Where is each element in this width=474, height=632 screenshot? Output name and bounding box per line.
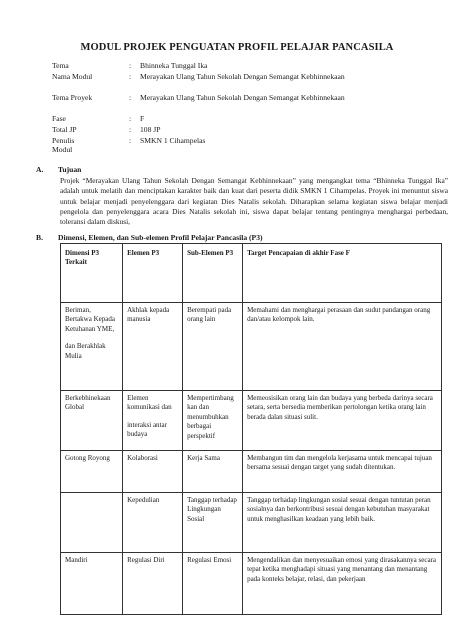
section-title: Tujuan bbox=[58, 165, 82, 174]
meta-label: Fase bbox=[52, 114, 66, 123]
cell-dimensi: Gotong Royong bbox=[61, 451, 123, 493]
meta-label: Penulis Modul bbox=[52, 136, 75, 154]
meta-value: Bhinneka Tunggal Ika bbox=[140, 61, 208, 70]
table-row bbox=[61, 451, 442, 493]
cell-text: dan Berakhlak Mulia bbox=[65, 342, 106, 360]
cell-text: Elemen komunikasi dan bbox=[127, 394, 172, 412]
module-info bbox=[52, 62, 432, 158]
cell-elemen: Regulasi Diri bbox=[123, 553, 183, 615]
meta-value: SMKN 1 Cihampelas bbox=[140, 136, 206, 145]
meta-value: Merayakan Ulang Tahun Sekolah Dengan Semangat Kebhinnekaan bbox=[140, 93, 345, 102]
cell-text: interaksi antar budaya bbox=[127, 420, 167, 439]
header-dimensi: Dimensi P3 Terkait bbox=[61, 244, 123, 303]
cell-dimensi: Berkebhinekaan Global bbox=[61, 391, 123, 451]
cell-dimensi bbox=[61, 493, 123, 553]
cell-target: Mengendalikan dan menyesuaikan emosi yang dirasakannya secara tepat ketika menghadapi situasi yang menantang dan menantang pada konteks belajar, relasi, dan pekerjaan bbox=[243, 553, 442, 615]
table-row bbox=[61, 553, 442, 615]
meta-colon: : bbox=[129, 114, 132, 123]
cell-sub-elemen: Regulasi Emosi bbox=[183, 553, 243, 615]
cell-dimensi: Mandiri bbox=[61, 553, 123, 615]
meta-value: F bbox=[140, 114, 145, 123]
cell-elemen bbox=[123, 391, 183, 451]
cell-target: Membangun tim dan mengelola kerjasama untuk mencapai tujuan bersama sesuai dengan target yang sudah ditentukan. bbox=[243, 451, 442, 493]
cell-elemen: Kepedulian bbox=[123, 493, 183, 553]
meta-row-total-jp bbox=[52, 126, 432, 137]
cell-elemen: Akhlak kepada manusia bbox=[123, 303, 183, 391]
cell-text: Beriman, Bertakwa Kepada Ketuhanan YME, bbox=[65, 306, 115, 333]
meta-colon: : bbox=[129, 61, 132, 70]
meta-row-penulis bbox=[52, 137, 432, 158]
cell-sub-elemen: Berempati pada orang lain bbox=[183, 303, 243, 391]
cell-dimensi bbox=[61, 303, 123, 391]
meta-row-nama-modul bbox=[52, 73, 432, 94]
meta-label: Tema Proyek bbox=[52, 93, 93, 102]
meta-row-fase bbox=[52, 115, 432, 126]
meta-colon: : bbox=[129, 93, 132, 102]
section-b-heading bbox=[36, 233, 263, 242]
meta-label: Tema bbox=[52, 61, 69, 70]
cell-target: Tanggap terhadap lingkungan sosial sesuai dengan tuntutan peran sosialnya dan berkontribusi sesuai dengan kebutuhan masyarakat untuk menghasilkan keadaan yang lebih baik. bbox=[243, 493, 442, 553]
cell-target: Memeosisikan orang lain dan budaya yang berbeda darinya secara setara, serta bersedia memberikan pertolongan ketika orang lain berada dalan situasi sulit. bbox=[243, 391, 442, 451]
tujuan-paragraph: Projek “Merayakan Ulang Tahun Sekolah Dengan Semangat Kebhinnekaan” yang mengangkat tema “Bhinneka Tunggal Ika” adalah untuk melatih dan menciptakan karakter baik dan kuat dari peserta didik SMKN 1 Cihampelas. Proyek ini menuntut siswa untuk belajar menjadi penyelenggara dari kegiatan Dies Natalis sekolah. Diharapkan selama kegiatan siswa belajar menjadi pengelola dan penyelenggara acara Dies Natalis sekolah ini, siswa dapat belajar tentang pentingnya menghargai perbedaan, toleransi dalam diskusi, bbox=[60, 176, 448, 227]
table-header-row bbox=[61, 244, 442, 303]
section-a-heading bbox=[36, 165, 81, 174]
p3-table bbox=[60, 243, 442, 615]
meta-row-tema-proyek bbox=[52, 94, 432, 115]
cell-sub-elemen: Kerja Sama bbox=[183, 451, 243, 493]
cell-sub-elemen: Mempertimbang kan dan menumbuhkan berbagai perspektif bbox=[183, 391, 243, 451]
cell-target: Memahami dan menghargai perasaan dan sudut pandangan orang dan/atau kelompok lain. bbox=[243, 303, 442, 391]
meta-value: 108 JP bbox=[140, 125, 161, 134]
table-row bbox=[61, 493, 442, 553]
cell-elemen: Kolaborasi bbox=[123, 451, 183, 493]
document-title: MODUL PROJEK PENGUATAN PROFIL PELAJAR PANCASILA bbox=[80, 42, 394, 53]
table-row bbox=[61, 303, 442, 391]
meta-value: Merayakan Ulang Tahun Sekolah Dengan Semangat Kebhinnekaan bbox=[140, 72, 345, 81]
section-number: B. bbox=[36, 233, 43, 242]
cell-sub-elemen: Tanggap terhadap Lingkungan Sosial bbox=[183, 493, 243, 553]
table-row bbox=[61, 391, 442, 451]
meta-label: Total JP bbox=[52, 125, 77, 134]
meta-colon: : bbox=[129, 136, 132, 145]
meta-colon: : bbox=[129, 72, 132, 81]
section-number: A. bbox=[36, 165, 44, 174]
header-sub-elemen: Sub-Elemen P3 bbox=[183, 244, 243, 303]
section-title: Dimensi, Elemen, dan Sub-elemen Profil Pelajar Pancasila (P3) bbox=[58, 233, 263, 242]
meta-colon: : bbox=[129, 125, 132, 134]
header-elemen: Elemen P3 bbox=[123, 244, 183, 303]
header-target: Target Pencapaian di akhir Fase F bbox=[243, 244, 442, 303]
meta-label: Nama Modul bbox=[52, 72, 93, 81]
